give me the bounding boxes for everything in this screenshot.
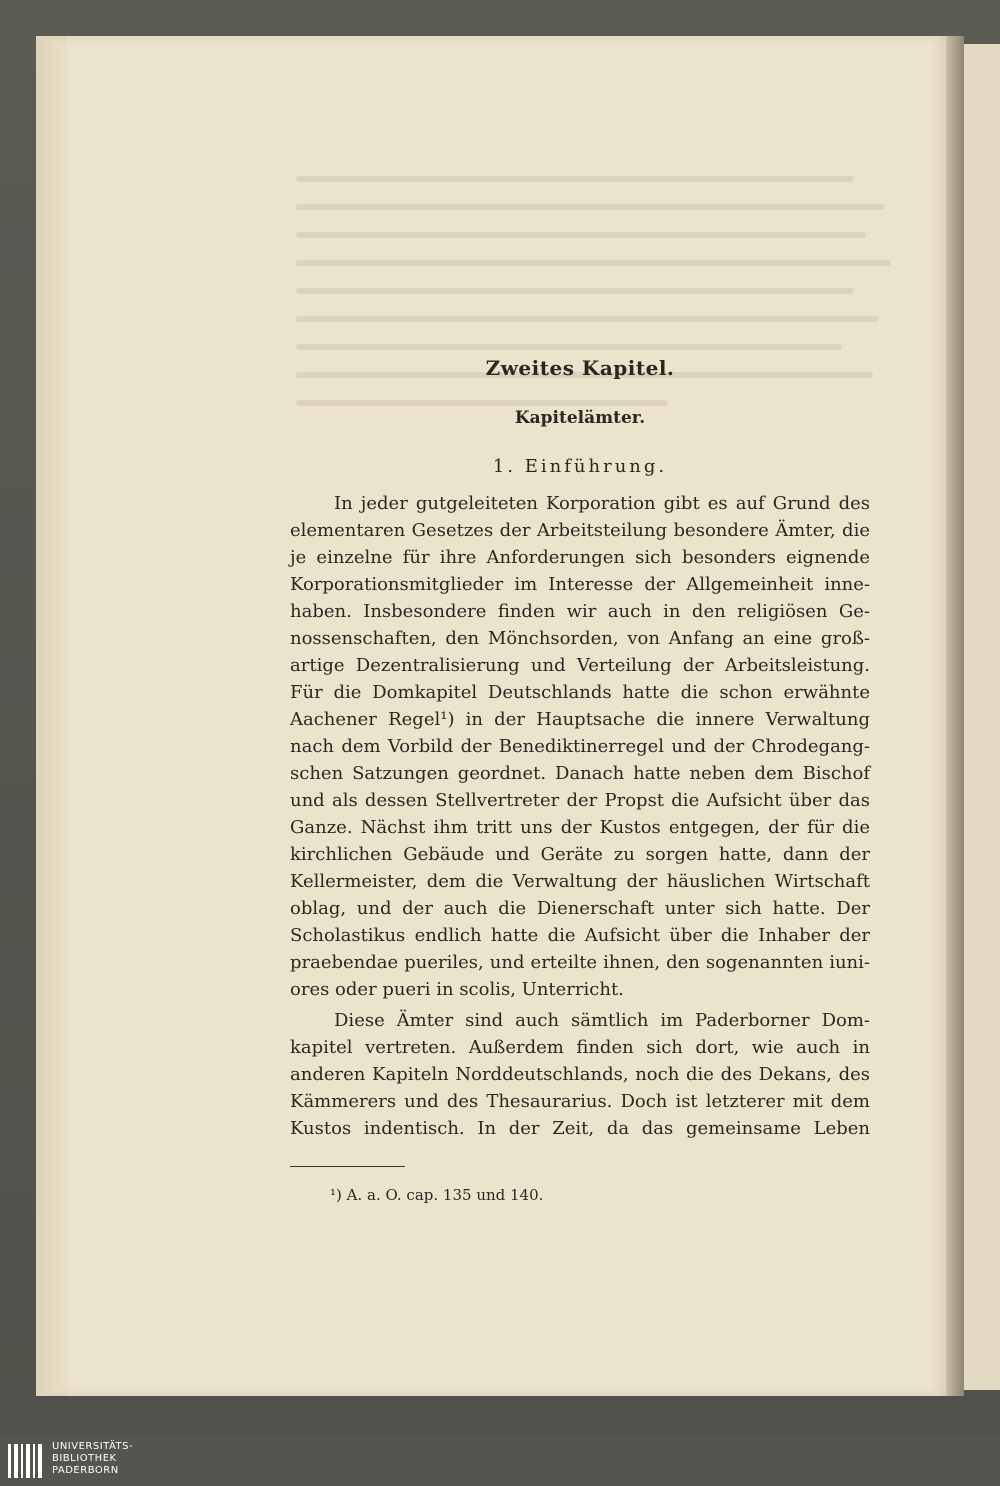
subsection-title: 1. Einführung.	[492, 456, 668, 477]
body-line: Kellermeister, dem die Verwaltung der häuslichen Wirtschaft	[290, 871, 870, 892]
library-barcode-logo-icon	[6, 1440, 46, 1482]
body-line: Aachener Regel¹) in der Hauptsache die innere Verwaltung	[290, 709, 870, 730]
body-line: haben. Insbesondere finden wir auch in den religiösen Ge-	[290, 601, 870, 622]
body-line: je einzelne für ihre Anforderungen sich besonders eignende	[290, 547, 870, 568]
facing-page-edge	[964, 44, 1000, 1390]
body-line: ores oder pueri in scolis, Unterricht.	[290, 979, 624, 1000]
library-name	[52, 1441, 133, 1477]
section-title: Kapitelämter.	[514, 408, 646, 428]
body-line: elementaren Gesetzes der Arbeitsteilung besondere Ämter, die	[290, 520, 870, 541]
body-line: kirchlichen Gebäude und Geräte zu sorgen hatte, dann der	[290, 844, 870, 865]
chapter-title: Zweites Kapitel.	[485, 356, 675, 380]
body-line: Kämmerers und des Thesaurarius. Doch ist letzterer mit dem	[290, 1091, 870, 1112]
body-line: schen Satzungen geordnet. Danach hatte neben dem Bischof	[290, 763, 870, 784]
body-line: Für die Domkapitel Deutschlands hatte die schon erwähnte	[290, 682, 870, 703]
body-line: Ganze. Nächst ihm tritt uns der Kustos entgegen, der für die	[290, 817, 870, 838]
library-name-line: UNIVERSITÄTS-	[52, 1441, 134, 1452]
body-line: nach dem Vorbild der Benediktinerregel und der Chrodegang-	[290, 736, 870, 757]
body-line: Scholastikus endlich hatte die Aufsicht über die Inhaber der	[290, 925, 870, 946]
body-line: Korporationsmitglieder im Interesse der Allgemeinheit inne-	[290, 574, 870, 595]
footnote: ¹) A. a. O. cap. 135 und 140.	[330, 1186, 544, 1204]
body-line: kapitel vertreten. Außerdem finden sich dort, wie auch in	[290, 1037, 870, 1058]
body-line: Kustos indentisch. In der Zeit, da das gemeinsame Leben	[290, 1118, 870, 1139]
body-line: praebendae pueriles, und erteilte ihnen, den sogenannten iuni-	[290, 952, 870, 973]
book-gutter	[946, 36, 964, 1396]
show-through-text	[296, 176, 916, 496]
library-footer-bar	[0, 1436, 1000, 1486]
library-name-line: BIBLIOTHEK	[52, 1453, 117, 1464]
body-line: Diese Ämter sind auch sämtlich im Paderborner Dom-	[334, 1010, 870, 1031]
body-line: nossenschaften, den Mönchsorden, von Anfang an eine groß-	[290, 628, 870, 649]
body-line: anderen Kapiteln Norddeutschlands, noch die des Dekans, des	[290, 1064, 870, 1085]
body-line: und als dessen Stellvertreter der Propst die Aufsicht über das	[290, 790, 870, 811]
library-name-line: PADERBORN	[52, 1465, 119, 1476]
footnote-rule	[290, 1166, 405, 1167]
body-line: oblag, und der auch die Dienerschaft unter sich hatte. Der	[290, 898, 870, 919]
body-line: In jeder gutgeleiteten Korporation gibt es auf Grund des	[334, 493, 870, 514]
body-line: artige Dezentralisierung und Verteilung der Arbeitsleistung.	[290, 655, 870, 676]
